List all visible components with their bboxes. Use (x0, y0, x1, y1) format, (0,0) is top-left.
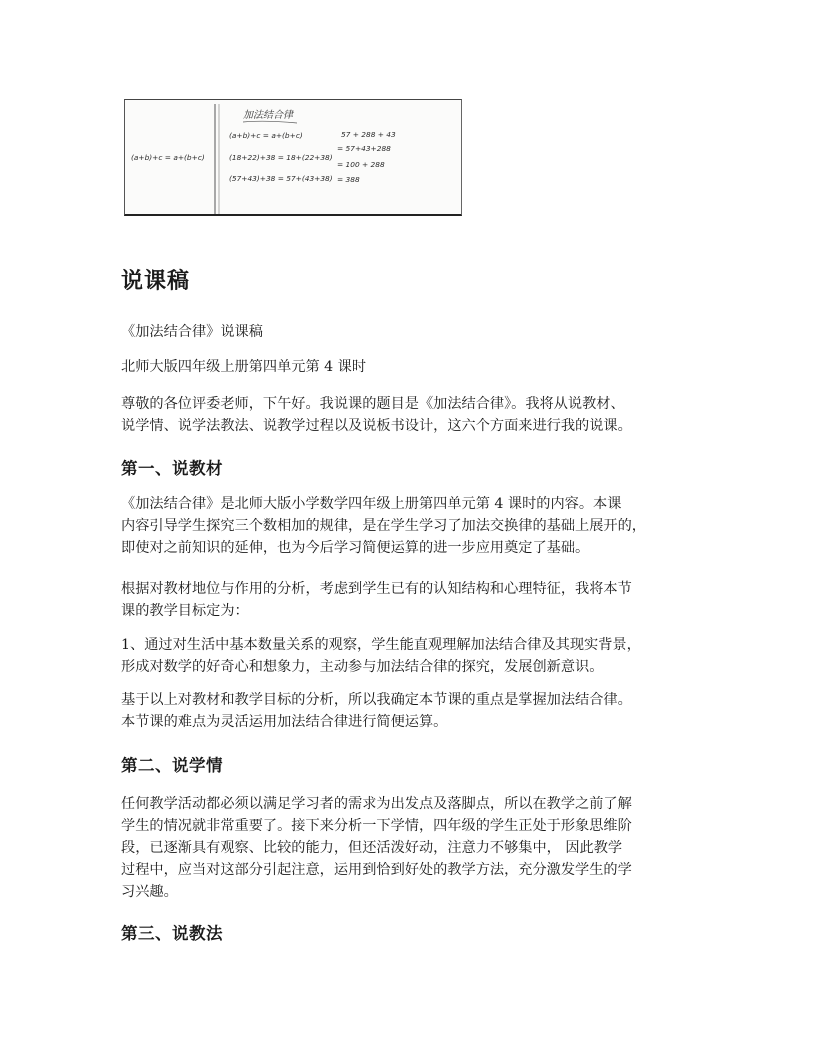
students-paragraph: 任何教学活动都必须以满足学习者的需求为出发点及落脚点，所以在教学之前了解 学生的情况就非常重要了。接下来分析一下学情，四年级的学生正处于形象思维阶 段，已逐渐具有观察、比较的能力，但还活泼好动，注意力不够集中， 因此教学 过程中，应当对这部分引起注意，运用到恰到好处的教学方法，充分激发学生的学 习兴趣。 (121, 796, 632, 900)
textbook-paragraph: 《加法结合律》是北师大版小学数学四年级上册第四单元第 4 课时的内容。本课 内容引导学生探究三个数相加的规律，是在学生学习了加法交换律的基础上展开的， 即使对之前知识的延伸，也为今后学习简便运算的进一步应用奠定了基础。 (121, 496, 646, 556)
board-right-line: 57 + 288 + 43 (341, 130, 396, 139)
board-right-line: = 100 + 288 (337, 160, 385, 169)
board-design-image (124, 99, 462, 216)
intro-paragraph: 尊敬的各位评委老师，下午好。我说课的题目是《加法结合律》。我将从说教材、 说学情、说学法教法、说教学过程以及说板书设计，这六个方面来进行我的说课。 (121, 396, 632, 434)
board-right-line: = 388 (337, 175, 360, 184)
board-mid-line: (18+22)+38 = 18+(22+38) (229, 153, 333, 162)
board-mid-line: (a+b)+c = a+(b+c) (229, 131, 303, 140)
lesson-info: 北师大版四年级上册第四单元第 4 课时 (121, 359, 367, 375)
lesson-title: 《加法结合律》说课稿 (121, 324, 263, 340)
board-mid-line: (57+43)+38 = 57+(43+38) (229, 174, 333, 183)
goals-intro-paragraph: 根据对教材地位与作用的分析，考虑到学生已有的认知结构和心理特征，我将本节 课的教学目标定为： (121, 581, 632, 619)
board-title: 加法结合律 (243, 110, 293, 121)
page-title: 说课稿 (121, 269, 191, 294)
key-points-paragraph: 基于以上对教材和教学目标的分析，所以我确定本节课的重点是掌握加法结合律。 本节课的难点为灵活运用加法结合律进行简便运算。 (121, 692, 632, 730)
section-heading-textbook: 第一、说教材 (121, 459, 223, 478)
section-heading-students: 第二、说学情 (121, 756, 223, 775)
board-left-formula: (a+b)+c = a+(b+c) (131, 153, 205, 162)
board-right-line: = 57+43+288 (337, 144, 391, 153)
goal-item-1: 1、通过对生活中基本数量关系的观察，学生能直观理解加法结合律及其现实背景， 形成对数学的好奇心和想象力，主动参与加法结合律的探究，发展创新意识。 (121, 637, 641, 675)
section-heading-methods: 第三、说教法 (121, 924, 223, 943)
